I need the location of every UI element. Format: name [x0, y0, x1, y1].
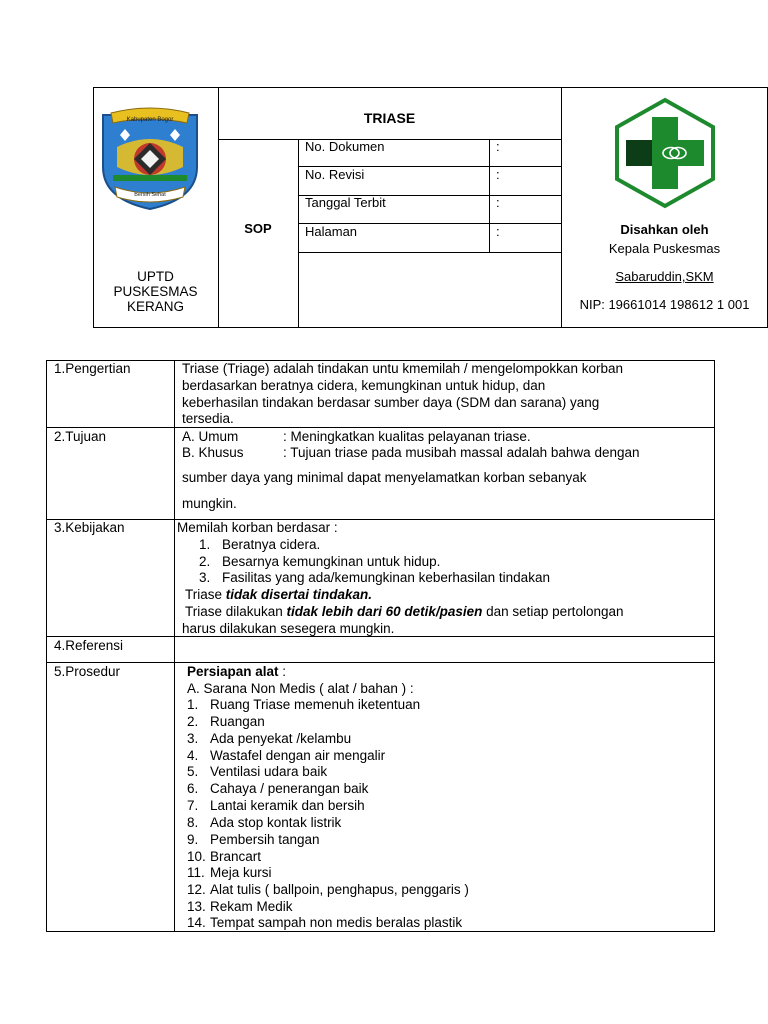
list-number: 10.: [187, 849, 206, 864]
list-number: 13.: [187, 899, 206, 914]
org-line: KERANG: [126, 299, 184, 314]
text-line: harus dilakukan sesegera mungkin.: [182, 621, 395, 636]
list-item: Besarnya kemungkinan untuk hidup.: [222, 554, 441, 569]
field-label: Tanggal Terbit: [305, 195, 386, 210]
sop-label: SOP: [244, 221, 272, 236]
approval-position: Kepala Puskesmas: [608, 241, 721, 256]
list-item: Ada penyekat /kelambu: [210, 731, 352, 746]
prosedur-heading: [187, 664, 286, 680]
text-line: sumber daya yang minimal dapat menyelamatkan korban sebanyak: [182, 470, 587, 485]
list-number: 5.: [187, 764, 199, 779]
field-colon: :: [496, 195, 500, 210]
list-number: 1.: [199, 537, 211, 552]
section-label: 3.Kebijakan: [54, 520, 125, 535]
divider: [298, 252, 561, 253]
org-line: UPTD: [137, 269, 174, 284]
field-label: No. Dokumen: [305, 139, 385, 154]
field-colon: :: [496, 139, 500, 154]
text-line: berdasarkan beratnya cidera, kemungkinan untuk hidup, dan: [182, 378, 546, 393]
divider: [46, 427, 715, 428]
list-number: 2.: [199, 554, 211, 569]
text-line: keberhasilan tindakan berdasar sumber daya (SDM dan sarana) yang: [182, 395, 600, 410]
list-item: Lantai keramik dan bersih: [210, 798, 365, 813]
list-item: Tempat sampah non medis beralas plastik: [210, 915, 463, 930]
field-colon: :: [496, 224, 500, 239]
list-number: 3.: [187, 731, 199, 746]
approval-nip: NIP: 19661014 198612 1 001: [579, 297, 750, 312]
list-number: 2.: [187, 714, 199, 729]
list-item: Brancart: [210, 849, 262, 864]
list-item: Alat tulis ( ballpoin, penghapus, penggaris ): [210, 882, 469, 897]
text-run: dan setiap pertolongan: [482, 604, 624, 619]
list-number: 3.: [199, 570, 211, 585]
tujuan-umum-value: : Meningkatkan kualitas pelayanan triase.: [283, 429, 531, 444]
emphasis-text: tidak lebih dari 60 detik/pasien: [286, 604, 483, 619]
section-label: 2.Tujuan: [54, 429, 107, 444]
list-item: Ada stop kontak listrik: [210, 815, 342, 830]
list-item: Meja kursi: [210, 865, 272, 880]
emphasis-text: tidak disertai tindakan.: [225, 587, 373, 602]
list-item: Ruang Triase memenuh iketentuan: [210, 697, 421, 712]
list-item: Rekam Medik: [210, 899, 293, 914]
divider: [561, 87, 562, 328]
document-title: TRIASE: [363, 110, 416, 126]
section-label: 4.Referensi: [54, 638, 124, 653]
list-item: Beratnya cidera.: [222, 537, 321, 552]
field-colon: :: [496, 167, 500, 182]
text-line: mungkin.: [182, 496, 237, 511]
section-label: 5.Prosedur: [54, 664, 121, 679]
list-number: 6.: [187, 781, 199, 796]
regional-emblem-logo: [97, 107, 203, 211]
list-number: 4.: [187, 748, 199, 763]
divider: [46, 519, 715, 520]
tujuan-khusus-value: : Tujuan triase pada musibah massal adalah bahwa dengan: [283, 445, 640, 460]
text-run: Triase dilakukan: [185, 604, 287, 619]
emblem-ribbon-top: Kabupaten Bogor: [126, 117, 174, 123]
puskesmas-logo: [612, 97, 718, 209]
list-number: 9.: [187, 832, 199, 847]
heading-text: Persiapan alat: [187, 664, 279, 679]
list-number: 11.: [187, 865, 205, 880]
divider: [489, 139, 490, 252]
list-item: Ventilasi udara baik: [210, 764, 328, 779]
tujuan-umum-key: A. Umum: [182, 429, 239, 444]
list-item: Cahaya / penerangan baik: [210, 781, 369, 796]
list-item: Ruangan: [210, 714, 265, 729]
list-item: Fasilitas yang ada/kemungkinan keberhasilan tindakan: [222, 570, 550, 585]
list-number: 7.: [187, 798, 199, 813]
list-number: 8.: [187, 815, 199, 830]
list-number: 14.: [187, 915, 206, 930]
divider: [174, 360, 175, 932]
kebijakan-intro: Memilah korban berdasar :: [177, 520, 338, 535]
list-item: Wastafel dengan air mengalir: [210, 748, 386, 763]
divider: [298, 139, 299, 328]
emblem-ribbon-bottom: Bersih Sehat: [134, 192, 166, 198]
tujuan-khusus-key: B. Khusus: [182, 445, 244, 460]
text-run: Triase: [185, 587, 226, 602]
kebijakan-paragraph-1: [185, 587, 372, 603]
prosedur-subheading: A. Sarana Non Medis ( alat / bahan ) :: [187, 681, 414, 696]
approval-title: Disahkan oleh: [620, 222, 709, 237]
text-line: Triase (Triage) adalah tindakan untu kmemilah / mengelompokkan korban: [182, 361, 623, 376]
divider: [218, 139, 561, 140]
org-line: PUSKESMAS: [113, 284, 198, 299]
list-number: 12.: [187, 882, 206, 897]
field-label: No. Revisi: [305, 167, 365, 182]
text-line: tersedia.: [182, 411, 234, 426]
approval-name: Sabaruddin,SKM: [615, 269, 714, 284]
list-number: 1.: [187, 697, 199, 712]
list-item: Pembersih tangan: [210, 832, 320, 847]
section-label: 1.Pengertian: [54, 361, 131, 376]
field-label: Halaman: [305, 224, 358, 239]
heading-colon: :: [278, 664, 287, 679]
kebijakan-paragraph-2: [185, 604, 624, 620]
divider: [46, 662, 715, 663]
